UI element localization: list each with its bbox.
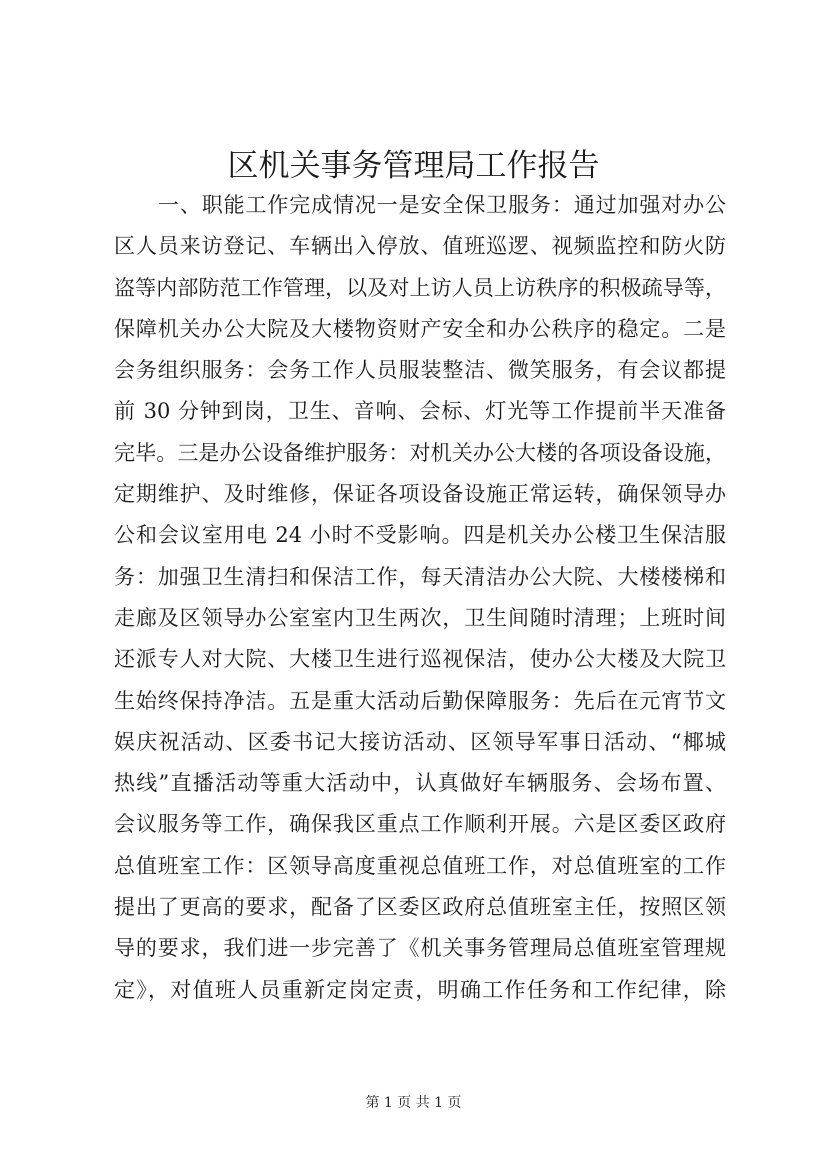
paragraph-line: 完毕。三是办公设备维护服务：对机关办公大楼的各项设备设施， — [114, 440, 726, 465]
paragraph-line: 生始终保持净洁。五是重大活动后勤保障服务：先后在元宵节文 — [114, 688, 726, 713]
paragraph-line: 务：加强卫生清扫和保洁工作，每天清洁办公大院、大楼楼梯和 — [114, 564, 726, 589]
paragraph-line: 前 30 分钟到岗，卫生、音响、会标、灯光等工作提前半天准备 — [114, 399, 726, 424]
paragraph-line: 会务组织服务：会务工作人员服装整洁、微笑服务，有会议都提 — [114, 358, 726, 383]
paragraph-line: 还派专人对大院、大楼卫生进行巡视保洁，使办公大楼及大院卫 — [114, 647, 726, 672]
paragraph-line: 走廊及区领导办公室室内卫生两次，卫生间随时清理；上班时间 — [114, 605, 726, 630]
paragraph-line: 会议服务等工作，确保我区重点工作顺利开展。六是区委区政府 — [114, 812, 726, 837]
paragraph-line: 一、职能工作完成情况一是安全保卫服务：通过加强对办公 — [158, 193, 726, 217]
paragraph-line: 热线”直播活动等重大活动中，认真做好车辆服务、会场布置、 — [114, 771, 726, 796]
document-title: 区机关事务管理局工作报告 — [227, 148, 600, 184]
paragraph-line: 定》，对值班人员重新定岗定责，明确工作任务和工作纪律，除 — [114, 977, 726, 1002]
body-paragraph — [114, 185, 726, 1011]
paragraph-line: 盗等内部防范工作管理，以及对上访人员上访秩序的积极疏导等， — [114, 275, 726, 300]
paragraph-line: 娱庆祝活动、区委书记大接访活动、区领导军事日活动、“椰城 — [114, 729, 726, 754]
paragraph-line: 总值班室工作：区领导高度重视总值班工作，对总值班室的工作 — [114, 853, 726, 878]
paragraph-line: 区人员来访登记、车辆出入停放、值班巡逻、视频监控和防火防 — [114, 234, 726, 259]
page-number-footer: 第 1 页 共 1 页 — [365, 1095, 462, 1111]
paragraph-line: 提出了更高的要求，配备了区委区政府总值班室主任，按照区领 — [114, 895, 726, 920]
paragraph-line: 公和会议室用电 24 小时不受影响。四是机关办公楼卫生保洁服 — [114, 523, 726, 548]
paragraph-line: 导的要求，我们进一步完善了《机关事务管理局总值班室管理规 — [114, 936, 726, 961]
paragraph-line: 保障机关办公大院及大楼物资财产安全和办公秩序的稳定。二是 — [114, 316, 726, 341]
paragraph-line: 定期维护、及时维修，保证各项设备设施正常运转，确保领导办 — [114, 482, 726, 507]
